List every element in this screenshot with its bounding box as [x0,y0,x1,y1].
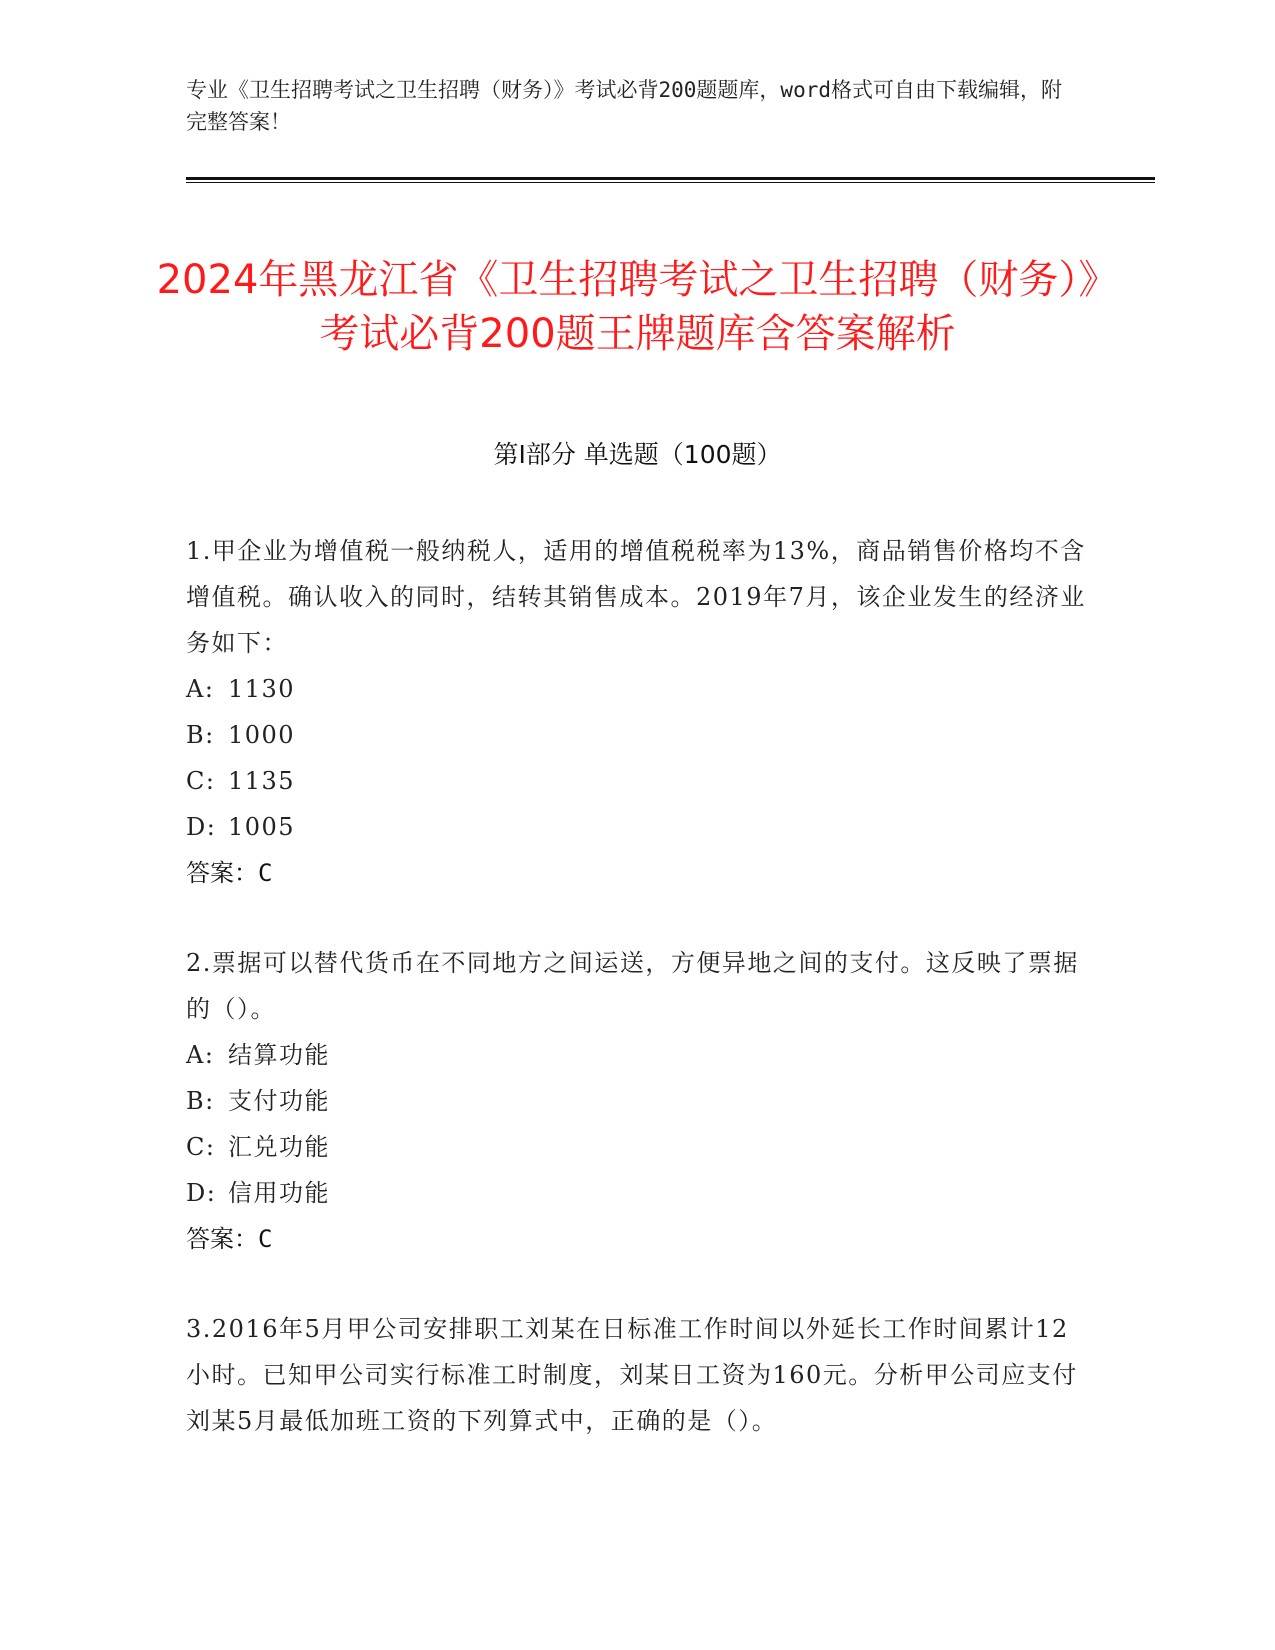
option-a [186,1032,1086,1078]
option-b [186,712,1086,758]
option-key: A: [186,1041,215,1069]
option-c [186,1124,1086,1170]
header-divider-thick [186,177,1155,180]
answer-line: 答案：C [186,859,273,887]
document-header-note: 专业《卫生招聘考试之卫生招聘（财务）》考试必背200题题库，word格式可自由下载编辑，附完整答案！ [186,78,1062,134]
question-stem: 2.票据可以替代货币在不同地方之间运送，方便异地之间的支付。这反映了票据的（）。 [186,949,1079,1023]
option-d [186,1170,1086,1216]
question-1 [186,528,1086,896]
header-divider-thin [186,182,1155,183]
option-key: C: [186,767,216,795]
option-key: A: [186,675,215,703]
option-text: 1000 [228,721,296,749]
document-title: 2024年黑龙江省《卫生招聘考试之卫生招聘（财务）》考试必背200题王牌题库含答案解析 [156,256,1119,357]
option-d [186,804,1086,850]
option-key: B: [186,721,215,749]
answer-line: 答案：C [186,1225,273,1253]
section-title: 第Ⅰ部分 单选题（100题） [493,440,782,469]
question-2 [186,940,1086,1262]
option-key: C: [186,1133,216,1161]
option-key: B: [186,1087,215,1115]
option-text: 1005 [228,813,296,841]
option-a [186,666,1086,712]
question-stem: 1.甲企业为增值税一般纳税人，适用的增值税税率为13%，商品销售价格均不含增值税。确认收入的同时，结转其销售成本。2019年7月，该企业发生的经济业务如下： [186,537,1086,657]
option-key: D: [186,1179,217,1207]
option-text: 结算功能 [228,1041,330,1069]
option-text: 信用功能 [228,1179,330,1207]
option-b [186,1078,1086,1124]
question-list [186,528,1086,1488]
option-text: 1130 [228,675,296,703]
option-text: 支付功能 [228,1087,330,1115]
option-key: D: [186,813,217,841]
option-c [186,758,1086,804]
question-3 [186,1306,1086,1444]
option-text: 1135 [228,767,296,795]
option-text: 汇兑功能 [228,1133,330,1161]
question-stem: 3.2016年5月甲公司安排职工刘某在日标准工作时间以外延长工作时间累计12小时。已知甲公司实行标准工时制度，刘某日工资为160元。分析甲公司应支付刘某5月最低加班工资的下列算式中，正确的是（）。 [186,1315,1078,1435]
